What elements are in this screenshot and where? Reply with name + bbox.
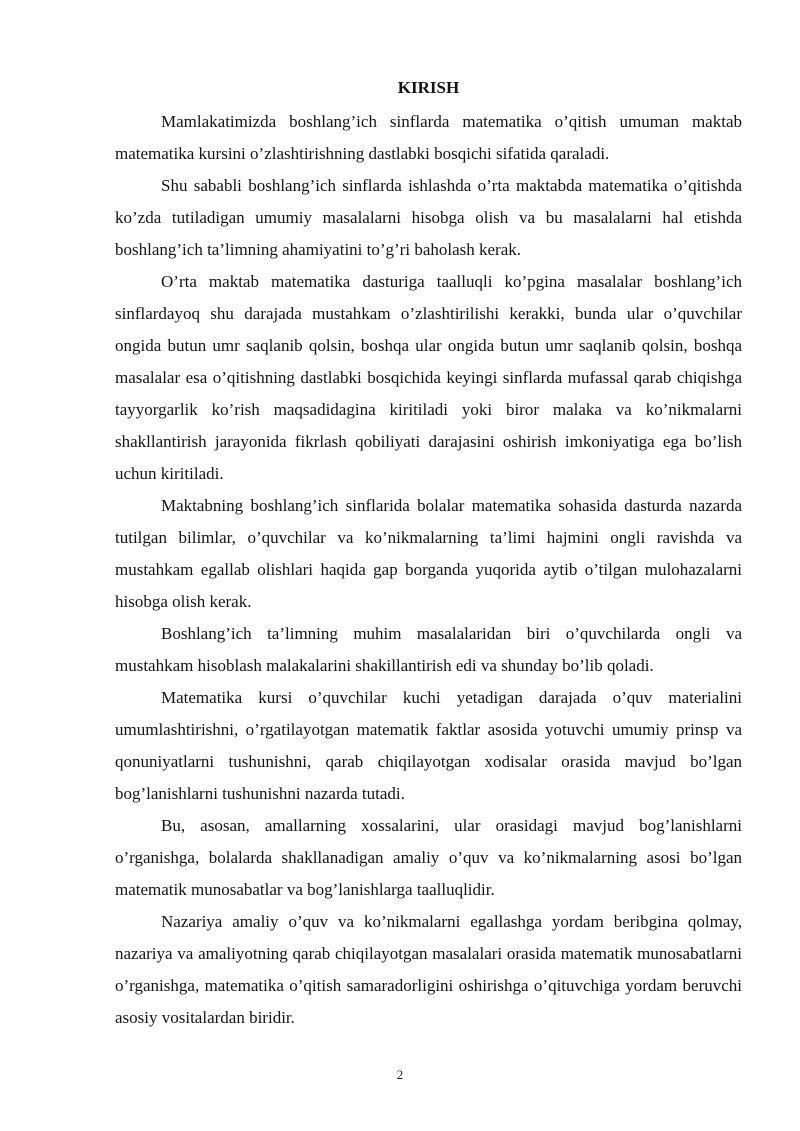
paragraph-7: Bu, asosan, amallarning xossalarini, ular orasidagi mavjud bog’lanishlarni o’rganishga, bolalarda shakllanadigan amaliy o’quv va ko’nikmalarning asosi bo’lgan matematik munosabatlar va bog’lanishlarga taalluqlidir. [115, 816, 742, 899]
paragraph-3: O’rta maktab matematika dasturiga taalluqli ko’pgina masalalar boshlang’ich sinflardayoq shu darajada mustahkam o’zlashtirilishi kerakki, bunda ular o’quvchilar ongida butun umr saqlanib qolsin, boshqa ular ongida butun umr saqlanib qolsin, boshqa masalalar esa o’qitishning dastlabki bosqichida keyingi sinflarda mufassal qarab chiqishga tayyorgarlik ko’rish maqsadidagina kiritiladi yoki biror malaka va ko’nikmalarni shakllantirish jarayonida fikrlash qobiliyati darajasini oshirish imkoniyatiga ega bo’lish uchun kiritiladi. [115, 272, 742, 483]
paragraph-5: Boshlang’ich ta’limning muhim masalalaridan biri o’quvchilarda ongli va mustahkam hisoblash malakalarini shakillantirish edi va shunday bo’lib qoladi. [115, 624, 742, 675]
paragraph-2: Shu sababli boshlang’ich sinflarda ishlashda o’rta maktabda matematika o’qitishda ko’zda tutiladigan umumiy masalalarni hisobga olish va bu masalalarni hal etishda boshlang’ich ta’limning ahamiyatini to’g’ri baholash kerak. [115, 176, 742, 259]
paragraph-1: Mamlakatimizda boshlang’ich sinflarda matematika o’qitish umuman maktab matematika kursini o’zlashtirishning dastlabki bosqichi sifatida qaraladi. [115, 112, 742, 163]
section-title: KIRISH [397, 78, 460, 97]
paragraph-6: Matematika kursi o’quvchilar kuchi yetadigan darajada o’quv materialini umumlashtirishni, o’rgatilayotgan matematik faktlar asosida yotuvchi umumiy prinsp va qonuniyatlarni tushunishni, qarab chiqilayotgan xodisalar orasida mavjud bo’lgan bog’lanishlarni tushunishni nazarda tutadi. [115, 688, 742, 803]
paragraph-4: Maktabning boshlang’ich sinflarida bolalar matematika sohasida dasturda nazarda tutilgan bilimlar, o’quvchilar va ko’nikmalarning ta’limi hajmini ongli ravishda va mustahkam egallab olishlari haqida gap borganda yuqorida aytib o’tilgan mulohazalarni hisobga olish kerak. [115, 496, 742, 611]
document-page [115, 74, 742, 1034]
page-number: 2 [396, 1067, 404, 1082]
paragraph-8: Nazariya amaliy o’quv va ko’nikmalarni egallashga yordam beribgina qolmay, nazariya va amaliyotning qarab chiqilayotgan masalalari orasida matematik munosabatlarni o’rganishga, matematika o’qitish samaradorligini oshirishga o’qituvchiga yordam beruvchi asosiy vositalardan biridir. [115, 912, 742, 1027]
